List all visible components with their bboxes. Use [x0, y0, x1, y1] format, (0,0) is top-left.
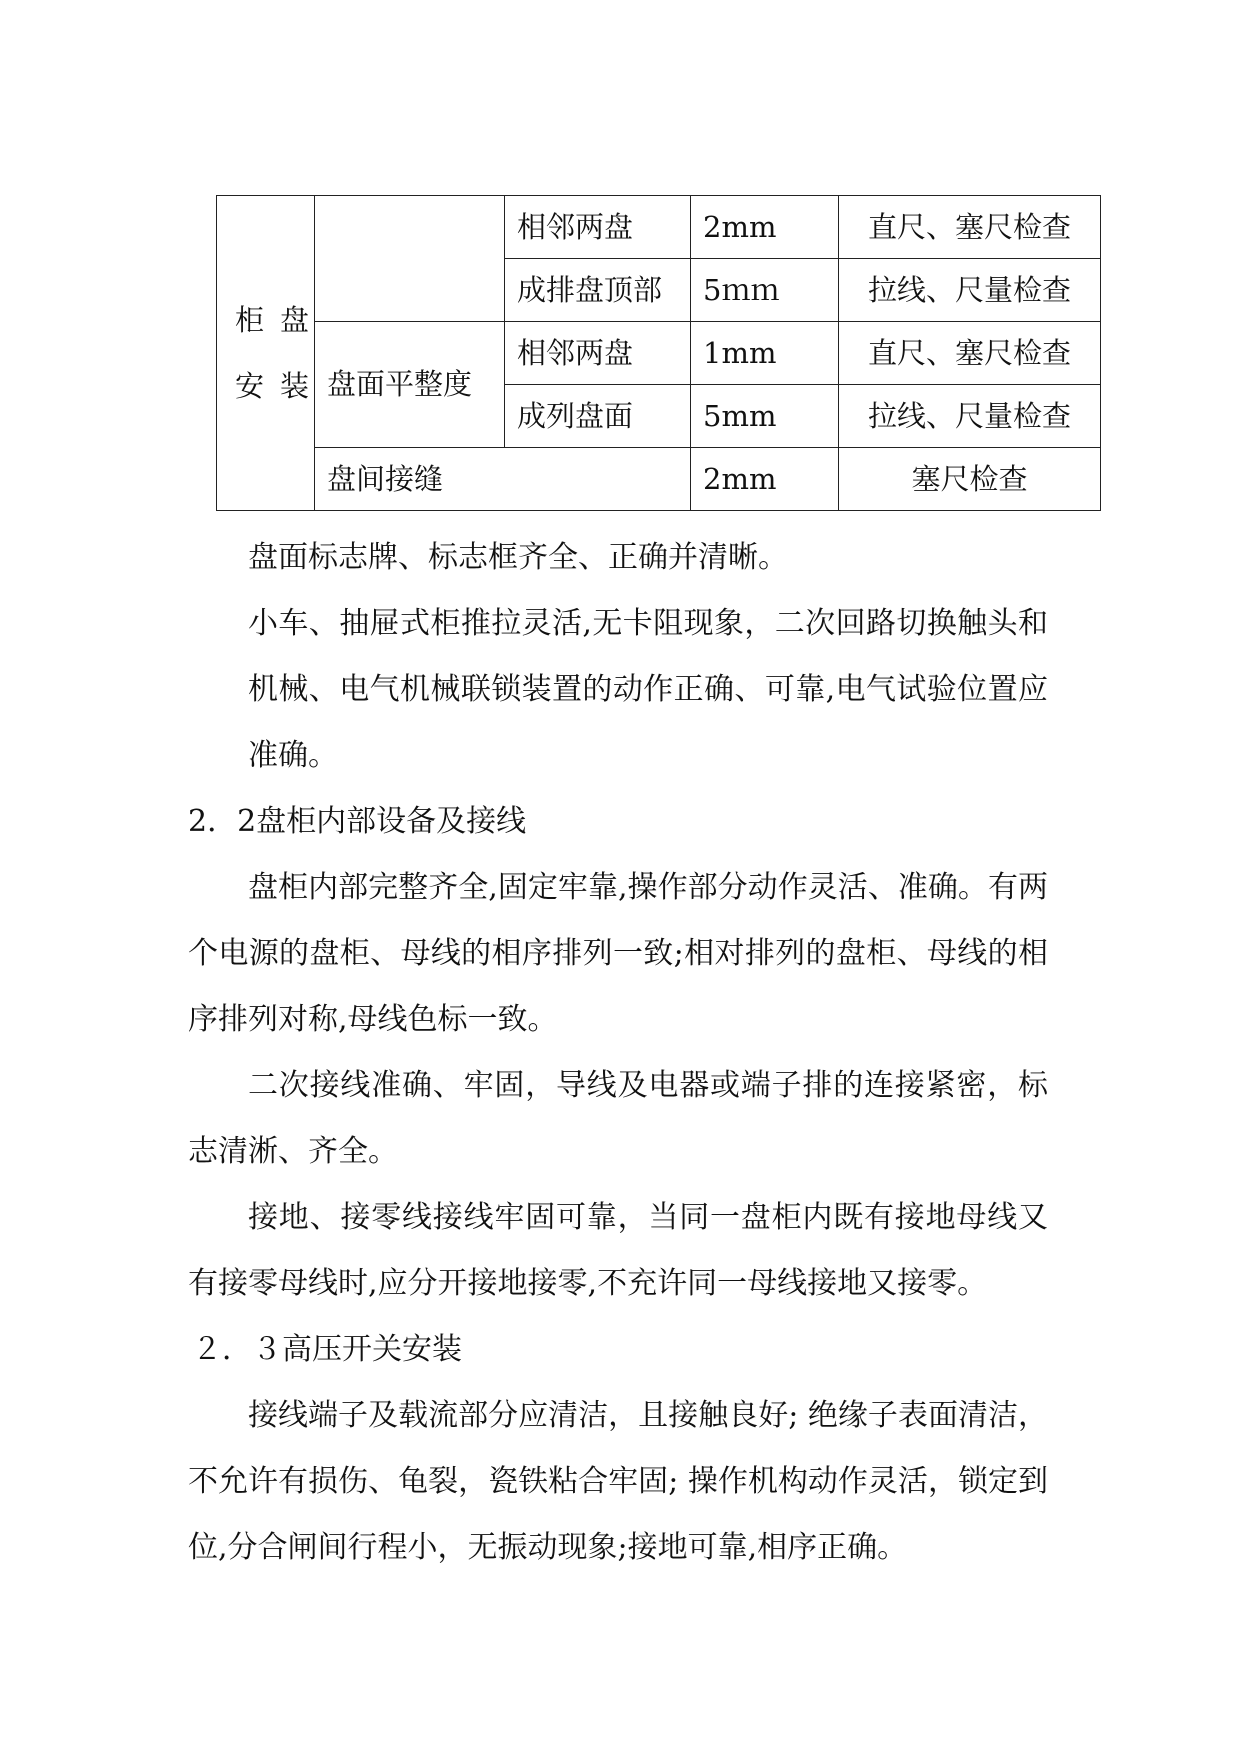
- value-cell: 1mm: [691, 322, 839, 385]
- paragraph: 盘面标志牌、标志框齐全、正确并清晰。: [248, 540, 788, 575]
- table-row: [217, 448, 1101, 511]
- table-row: [217, 322, 1101, 385]
- value-cell: 2mm: [691, 196, 839, 259]
- category-char: 安: [235, 369, 269, 403]
- item-cell: 相邻两盘: [505, 322, 691, 385]
- category-char: 柜: [235, 303, 269, 337]
- value-cell: 5mm: [691, 385, 839, 448]
- method-cell: 塞尺检查: [839, 448, 1101, 511]
- item-cell: 盘间接缝: [315, 448, 691, 511]
- section-heading: ２．３高压开关安装: [192, 1332, 462, 1367]
- inspection-table: [216, 195, 1101, 511]
- category-cell: [217, 196, 315, 511]
- section-heading: 2．2盘柜内部设备及接线: [188, 804, 527, 839]
- table-row: [217, 196, 1101, 259]
- paragraph: 二次接线准确、牢固，导线及电器或端子排的连接紧密，标志清淅、齐全。: [188, 1068, 1048, 1169]
- item-cell: 成排盘顶部: [505, 259, 691, 322]
- paragraph: 接线端子及载流部分应清洁，且接触良好; 绝缘子表面清洁，不允许有损伤、龟裂，瓷铁粘合牢固; 操作机构动作灵活，锁定到位,分合闸间行程小，无振动现象;接地可靠,相序正确。: [188, 1398, 1048, 1565]
- method-cell: 直尺、塞尺检查: [839, 322, 1101, 385]
- subcategory-cell: 盘面平整度: [315, 322, 505, 448]
- category-char: 盘: [280, 303, 314, 337]
- method-cell: 直尺、塞尺检查: [839, 196, 1101, 259]
- item-cell: 成列盘面: [505, 385, 691, 448]
- value-cell: 2mm: [691, 448, 839, 511]
- item-cell: 相邻两盘: [505, 196, 691, 259]
- value-cell: 5ｍｍ: [691, 259, 839, 322]
- subcategory-cell: [315, 196, 505, 322]
- category-char: 装: [280, 369, 314, 403]
- method-cell: 拉线、尺量检查: [839, 385, 1101, 448]
- paragraph: 盘柜内部完整齐全,固定牢靠,操作部分动作灵活、准确。有两个电源的盘柜、母线的相序排列一致;相对排列的盘柜、母线的相序排列对称,母线色标一致。: [188, 870, 1048, 1037]
- paragraph: 小车、抽屉式柜推拉灵活,无卡阻现象，二次回路切换触头和机械、电气机械联锁装置的动作正确、可靠,电气试验位置应准确。: [248, 606, 1048, 773]
- paragraph: 接地、接零线接线牢固可靠，当同一盘柜内既有接地母线又有接零母线时,应分开接地接零,不充许同一母线接地又接零。: [188, 1200, 1048, 1301]
- method-cell: 拉线、尺量检查: [839, 259, 1101, 322]
